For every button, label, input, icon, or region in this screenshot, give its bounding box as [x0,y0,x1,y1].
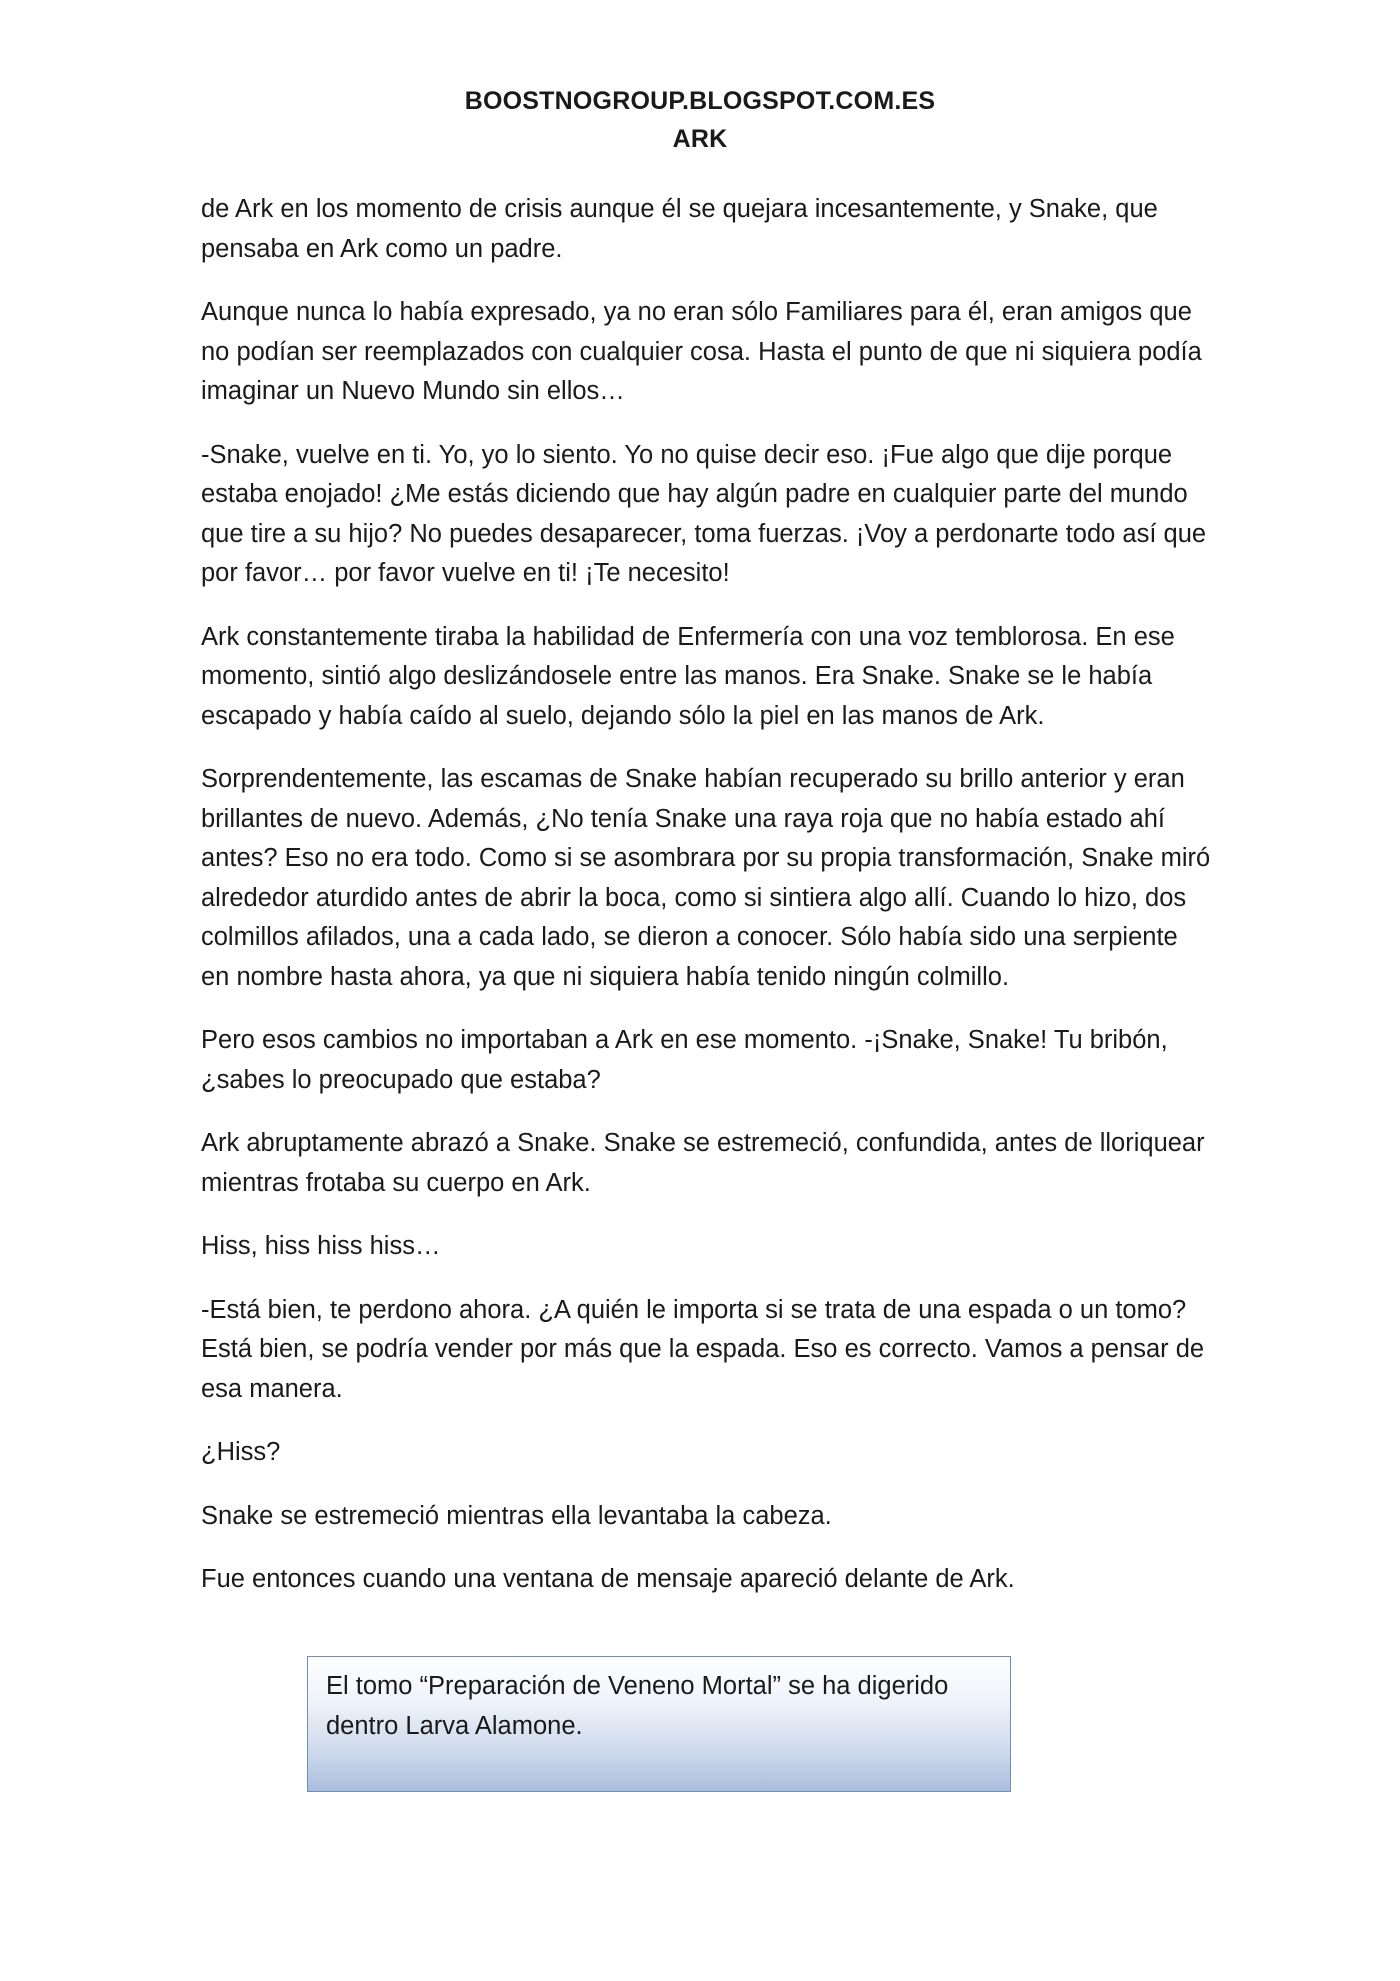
paragraph: -Está bien, te perdono ahora. ¿A quién le importa si se trata de una espada o un tomo? Está bien, se podría vender por más que la espada. Eso es correcto. Vamos a pensar de esa manera. [201,1295,1205,1403]
paragraph: Aunque nunca lo había expresado, ya no eran sólo Familiares para él, eran amigos que no podían ser reemplazados con cualquier cosa. Hasta el punto de que ni siquiera podía imaginar un Nuevo Mundo sin ellos… [201,298,1202,405]
system-message-box [307,1656,1011,1792]
paragraph: Hiss, hiss hiss hiss… [201,1232,441,1260]
body-text [201,190,1211,1624]
paragraph: Sorprendentemente, las escamas de Snake habían recuperado su brillo anterior y eran brillantes de nuevo. Además, ¿No tenía Snake una raya roja que no había estado ahí antes? Eso no era todo. Como si se asombrara por su propia transformación, Snake miró alrededor aturdido antes de abrir la boca, como si sintiera algo allí. Cuando lo hizo, dos colmillos afilados, una a cada lado, se dieron a conocer. Sólo había sido una serpiente en nombre hasta ahora, ya que ni siquiera había tenido ningún colmillo. [201,765,1211,991]
page-header [0,82,1400,158]
paragraph: Ark constantemente tiraba la habilidad de Enfermería con una voz temblorosa. En ese momento, sintió algo deslizándosele entre las manos. Era Snake. Snake se le había escapado y había caído al suelo, dejando sólo la piel en las manos de Ark. [201,622,1175,730]
document-title: ARK [672,125,728,153]
system-message-text: El tomo “Preparación de Veneno Mortal” se ha digerido dentro Larva Alamone. [326,1672,949,1740]
paragraph: de Ark en los momento de crisis aunque él se quejara incesantemente, y Snake, que pensaba en Ark como un padre. [201,195,1158,263]
paragraph: ¿Hiss? [201,1438,281,1466]
paragraph: Pero esos cambios no importaban a Ark en ese momento. -¡Snake, Snake! Tu bribón, ¿sabes lo preocupado que estaba? [201,1026,1168,1094]
paragraph: Fue entonces cuando una ventana de mensaje apareció delante de Ark. [201,1565,1015,1593]
paragraph: Snake se estremeció mientras ella levantaba la cabeza. [201,1501,832,1530]
paragraph: -Snake, vuelve en ti. Yo, yo lo siento. Yo no quise decir eso. ¡Fue algo que dije porque estaba enojado! ¿Me estás diciendo que hay algún padre en cualquier parte del mundo que tire a su hijo? No puedes desaparecer, toma fuerzas. ¡Voy a perdonarte todo así que por favor… por favor vuelve en ti! ¡Te necesito! [201,440,1207,587]
site-name: BOOSTNOGROUP.BLOGSPOT.COM.ES [464,87,936,115]
paragraph: Ark abruptamente abrazó a Snake. Snake se estremeció, confundida, antes de lloriquear mientras frotaba su cuerpo en Ark. [201,1129,1205,1197]
